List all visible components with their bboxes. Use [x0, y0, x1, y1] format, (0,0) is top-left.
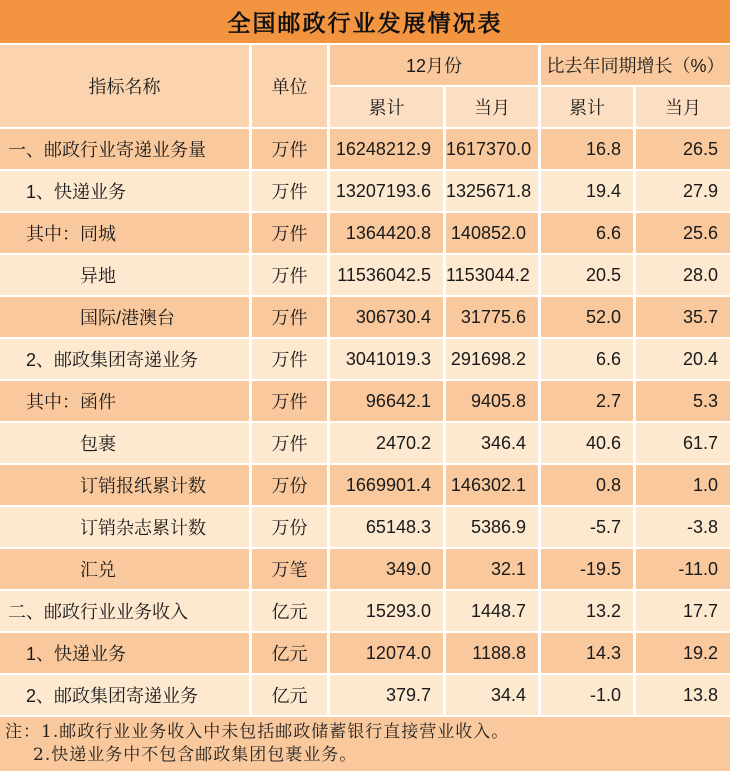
unit-cell: 万份	[252, 507, 330, 549]
header-growth-cumulative: 累计	[541, 87, 636, 129]
indicator-cell: 国际/港澳台	[0, 297, 252, 339]
indicator-cell: 2、邮政集团寄递业务	[0, 675, 252, 717]
indicator-cell: 包裹	[0, 423, 252, 465]
table-row	[0, 591, 730, 633]
table-row	[0, 507, 730, 549]
indicator-cell: 1、快递业务	[0, 633, 252, 675]
unit-cell: 万件	[252, 381, 330, 423]
month-current-cell: 1325671.8	[446, 171, 541, 213]
indicator-cell: 2、邮政集团寄递业务	[0, 339, 252, 381]
unit-cell: 万份	[252, 465, 330, 507]
unit-cell: 亿元	[252, 591, 330, 633]
unit-cell: 万件	[252, 423, 330, 465]
header-unit: 单位	[252, 45, 330, 129]
month-cumulative-cell: 96642.1	[330, 381, 446, 423]
postal-data-table	[0, 45, 730, 717]
month-current-cell: 1153044.2	[446, 255, 541, 297]
growth-cumulative-cell: -19.5	[541, 549, 636, 591]
table-title: 全国邮政行业发展情况表	[0, 0, 730, 45]
month-cumulative-cell: 15293.0	[330, 591, 446, 633]
growth-current-cell: 28.0	[636, 255, 730, 297]
month-cumulative-cell: 379.7	[330, 675, 446, 717]
indicator-cell: 异地	[0, 255, 252, 297]
header-row-groups	[0, 45, 730, 87]
unit-cell: 万件	[252, 213, 330, 255]
footnote-2: 2.快递业务中不包含邮政集团包裹业务。	[33, 745, 358, 765]
growth-current-cell: -11.0	[636, 549, 730, 591]
month-current-cell: 1617370.0	[446, 129, 541, 171]
header-month-current: 当月	[446, 87, 541, 129]
month-cumulative-cell: 349.0	[330, 549, 446, 591]
table-row	[0, 633, 730, 675]
table-row	[0, 423, 730, 465]
month-current-cell: 31775.6	[446, 297, 541, 339]
month-current-cell: 140852.0	[446, 213, 541, 255]
growth-cumulative-cell: 14.3	[541, 633, 636, 675]
month-cumulative-cell: 1669901.4	[330, 465, 446, 507]
growth-cumulative-cell: -5.7	[541, 507, 636, 549]
growth-cumulative-cell: -1.0	[541, 675, 636, 717]
unit-cell: 万件	[252, 255, 330, 297]
indicator-cell: 其中：函件	[0, 381, 252, 423]
footnotes	[0, 717, 730, 771]
table-row	[0, 171, 730, 213]
growth-current-cell: -3.8	[636, 507, 730, 549]
month-current-cell: 346.4	[446, 423, 541, 465]
growth-current-cell: 26.5	[636, 129, 730, 171]
table-row	[0, 675, 730, 717]
header-growth-group: 比去年同期增长（%）	[541, 45, 730, 87]
month-current-cell: 5386.9	[446, 507, 541, 549]
header-growth-current: 当月	[636, 87, 730, 129]
growth-cumulative-cell: 2.7	[541, 381, 636, 423]
month-cumulative-cell: 11536042.5	[330, 255, 446, 297]
month-current-cell: 146302.1	[446, 465, 541, 507]
month-cumulative-cell: 2470.2	[330, 423, 446, 465]
growth-cumulative-cell: 13.2	[541, 591, 636, 633]
growth-current-cell: 61.7	[636, 423, 730, 465]
month-current-cell: 291698.2	[446, 339, 541, 381]
indicator-cell: 订销报纸累计数	[0, 465, 252, 507]
month-cumulative-cell: 306730.4	[330, 297, 446, 339]
growth-current-cell: 19.2	[636, 633, 730, 675]
table-row	[0, 549, 730, 591]
header-indicator-name: 指标名称	[0, 45, 252, 129]
month-cumulative-cell: 3041019.3	[330, 339, 446, 381]
growth-cumulative-cell: 40.6	[541, 423, 636, 465]
month-current-cell: 1448.7	[446, 591, 541, 633]
table-row	[0, 381, 730, 423]
table-row	[0, 129, 730, 171]
growth-current-cell: 35.7	[636, 297, 730, 339]
growth-current-cell: 25.6	[636, 213, 730, 255]
month-cumulative-cell: 1364420.8	[330, 213, 446, 255]
indicator-cell: 汇兑	[0, 549, 252, 591]
month-current-cell: 32.1	[446, 549, 541, 591]
growth-current-cell: 5.3	[636, 381, 730, 423]
month-current-cell: 34.4	[446, 675, 541, 717]
unit-cell: 万件	[252, 297, 330, 339]
growth-cumulative-cell: 0.8	[541, 465, 636, 507]
table-row	[0, 339, 730, 381]
indicator-cell: 一、邮政行业寄递业务量	[0, 129, 252, 171]
growth-cumulative-cell: 6.6	[541, 339, 636, 381]
month-current-cell: 9405.8	[446, 381, 541, 423]
table-row	[0, 297, 730, 339]
month-cumulative-cell: 65148.3	[330, 507, 446, 549]
growth-cumulative-cell: 20.5	[541, 255, 636, 297]
unit-cell: 万件	[252, 339, 330, 381]
month-cumulative-cell: 16248212.9	[330, 129, 446, 171]
growth-cumulative-cell: 16.8	[541, 129, 636, 171]
unit-cell: 万件	[252, 129, 330, 171]
indicator-cell: 其中：同城	[0, 213, 252, 255]
table-row	[0, 213, 730, 255]
unit-cell: 亿元	[252, 633, 330, 675]
indicator-cell: 订销杂志累计数	[0, 507, 252, 549]
growth-cumulative-cell: 52.0	[541, 297, 636, 339]
table-row	[0, 255, 730, 297]
growth-cumulative-cell: 6.6	[541, 213, 636, 255]
growth-current-cell: 13.8	[636, 675, 730, 717]
header-month-cumulative: 累计	[330, 87, 446, 129]
month-cumulative-cell: 13207193.6	[330, 171, 446, 213]
indicator-cell: 1、快递业务	[0, 171, 252, 213]
growth-current-cell: 17.7	[636, 591, 730, 633]
month-current-cell: 1188.8	[446, 633, 541, 675]
growth-cumulative-cell: 19.4	[541, 171, 636, 213]
unit-cell: 万件	[252, 171, 330, 213]
header-month-group: 12月份	[330, 45, 541, 87]
indicator-cell: 二、邮政行业业务收入	[0, 591, 252, 633]
unit-cell: 万笔	[252, 549, 330, 591]
growth-current-cell: 20.4	[636, 339, 730, 381]
table-row	[0, 465, 730, 507]
month-cumulative-cell: 12074.0	[330, 633, 446, 675]
growth-current-cell: 27.9	[636, 171, 730, 213]
footnote-1: 注：1.邮政行业业务收入中未包括邮政储蓄银行直接营业收入。	[5, 722, 510, 742]
growth-current-cell: 1.0	[636, 465, 730, 507]
unit-cell: 亿元	[252, 675, 330, 717]
